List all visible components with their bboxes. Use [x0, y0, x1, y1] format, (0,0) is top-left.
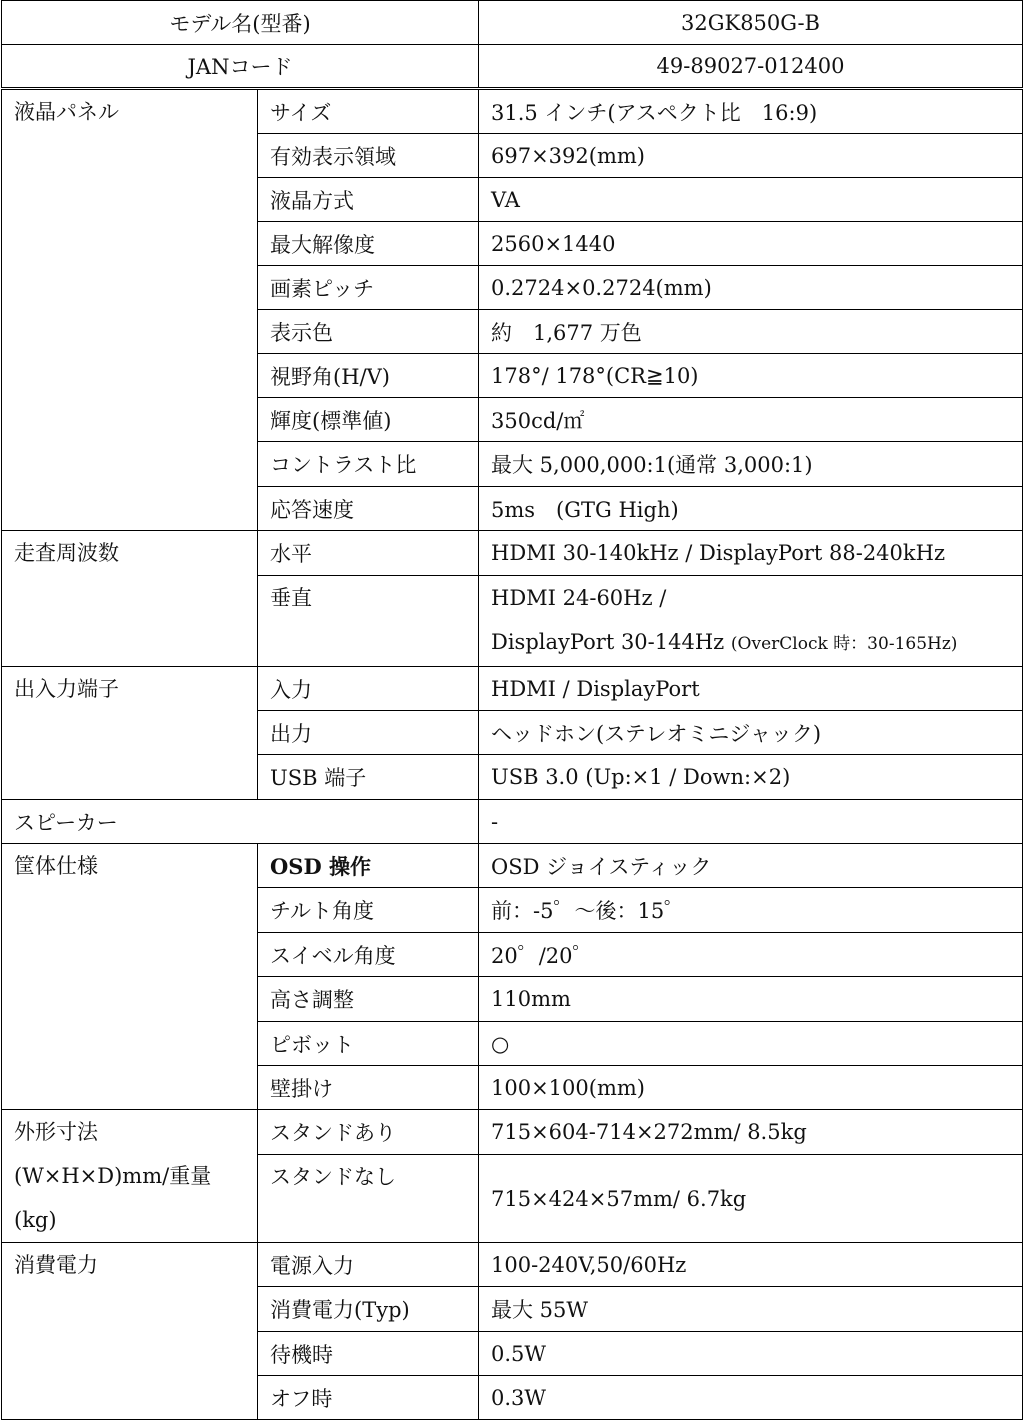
spec-label: オフ時: [258, 1376, 479, 1420]
spec-label: 輝度(標準値): [258, 398, 479, 442]
speaker-value: -: [479, 800, 1023, 844]
dimensions-section-title: [2, 1110, 258, 1243]
spec-value: OSD ジョイスティック: [479, 844, 1023, 888]
spec-label: 高さ調整: [258, 977, 479, 1022]
spec-label: 液晶方式: [258, 178, 479, 222]
spec-label: ピボット: [258, 1022, 479, 1066]
table-row: [2, 844, 1023, 888]
spec-label: サイズ: [258, 89, 479, 134]
spec-label: 水平: [258, 531, 479, 576]
model-row: [2, 1, 1023, 45]
spec-label: コントラスト比: [258, 442, 479, 487]
spec-value: 2560×1440: [479, 222, 1023, 266]
spec-value: 100-240V,50/60Hz: [479, 1243, 1023, 1287]
spec-label: 応答速度: [258, 487, 479, 531]
spec-label: 電源入力: [258, 1243, 479, 1287]
table-row: [2, 89, 1023, 134]
table-row: [2, 1243, 1023, 1287]
spec-label: スイベル角度: [258, 933, 479, 977]
panel-section-title: 液晶パネル: [2, 89, 258, 531]
spec-value: ○: [479, 1022, 1023, 1066]
spec-label: USB 端子: [258, 755, 479, 800]
spec-value: 最大 5,000,000:1(通常 3,000:1): [479, 442, 1023, 487]
spec-label: 壁掛け: [258, 1066, 479, 1110]
spec-label: スタンドあり: [258, 1110, 479, 1155]
spec-value: ヘッドホン(ステレオミニジャック): [479, 711, 1023, 755]
table-row: [2, 1110, 1023, 1155]
spec-value: 697×392(mm): [479, 134, 1023, 178]
spec-value: 0.3W: [479, 1376, 1023, 1420]
jan-row: [2, 45, 1023, 89]
spec-label: チルト角度: [258, 888, 479, 933]
spec-label: 有効表示領域: [258, 134, 479, 178]
spec-value: 20゜/20゜: [479, 933, 1023, 977]
overclock-note: (OverClock 時：30-165Hz): [730, 634, 958, 654]
spec-value: HDMI 30-140kHz / DisplayPort 88-240kHz: [479, 531, 1023, 576]
spec-value: 715×604-714×272mm/ 8.5kg: [479, 1110, 1023, 1155]
vertical-value-line-2: [491, 620, 1010, 666]
spec-value: 5ms (GTG High): [479, 487, 1023, 531]
spec-value: 178°/ 178°(CR≧10): [479, 354, 1023, 398]
spec-label: スタンドなし: [258, 1155, 479, 1243]
spec-value: 0.5W: [479, 1332, 1023, 1376]
power-section-title: 消費電力: [2, 1243, 258, 1420]
spec-label: 最大解像度: [258, 222, 479, 266]
spec-label: 視野角(H/V): [258, 354, 479, 398]
model-value: 32GK850G-B: [479, 1, 1023, 45]
vertical-value-dp: DisplayPort 30-144Hz: [491, 630, 725, 654]
spec-label: 入力: [258, 667, 479, 711]
spec-value: 0.2724×0.2724(mm): [479, 266, 1023, 310]
spec-label: 表示色: [258, 310, 479, 354]
chassis-section-title: 筐体仕様: [2, 844, 258, 1110]
spec-table: [1, 0, 1023, 1420]
spec-value: 715×424×57mm/ 6.7kg: [479, 1155, 1023, 1243]
table-row: [2, 531, 1023, 576]
jan-value: 49-89027-012400: [479, 45, 1023, 89]
spec-label: 画素ピッチ: [258, 266, 479, 310]
speaker-label: スピーカー: [2, 800, 479, 844]
spec-label: 垂直: [258, 576, 479, 667]
io-section-title: 出入力端子: [2, 667, 258, 800]
spec-value: 31.5 インチ(アスペクト比 16:9): [479, 89, 1023, 134]
spec-value: 100×100(mm): [479, 1066, 1023, 1110]
table-row: [2, 667, 1023, 711]
dimensions-title-line-1: 外形寸法: [14, 1120, 98, 1144]
spec-value: 前：-5゜～後：15゜: [479, 888, 1023, 933]
spec-value: 最大 55W: [479, 1287, 1023, 1332]
dimensions-title-line-3: (kg): [14, 1208, 57, 1232]
vertical-value-line-1: HDMI 24-60Hz /: [491, 586, 667, 610]
spec-label: 待機時: [258, 1332, 479, 1376]
spec-value: USB 3.0 (Up:×1 / Down:×2): [479, 755, 1023, 800]
scan-section-title: 走査周波数: [2, 531, 258, 667]
model-label: モデル名(型番): [2, 1, 479, 45]
spec-label: 消費電力(Typ): [258, 1287, 479, 1332]
spec-value: 約 1,677 万色: [479, 310, 1023, 354]
spec-value: 110mm: [479, 977, 1023, 1022]
spec-label: 出力: [258, 711, 479, 755]
spec-label: OSD 操作: [258, 844, 479, 888]
dimensions-title-line-2: (W×H×D)mm/重量: [14, 1164, 212, 1188]
spec-value: VA: [479, 178, 1023, 222]
jan-label: JANコード: [2, 45, 479, 89]
table-row: [2, 800, 1023, 844]
spec-value: [479, 576, 1023, 667]
spec-value: 350cd/㎡: [479, 398, 1023, 442]
spec-value: HDMI / DisplayPort: [479, 667, 1023, 711]
